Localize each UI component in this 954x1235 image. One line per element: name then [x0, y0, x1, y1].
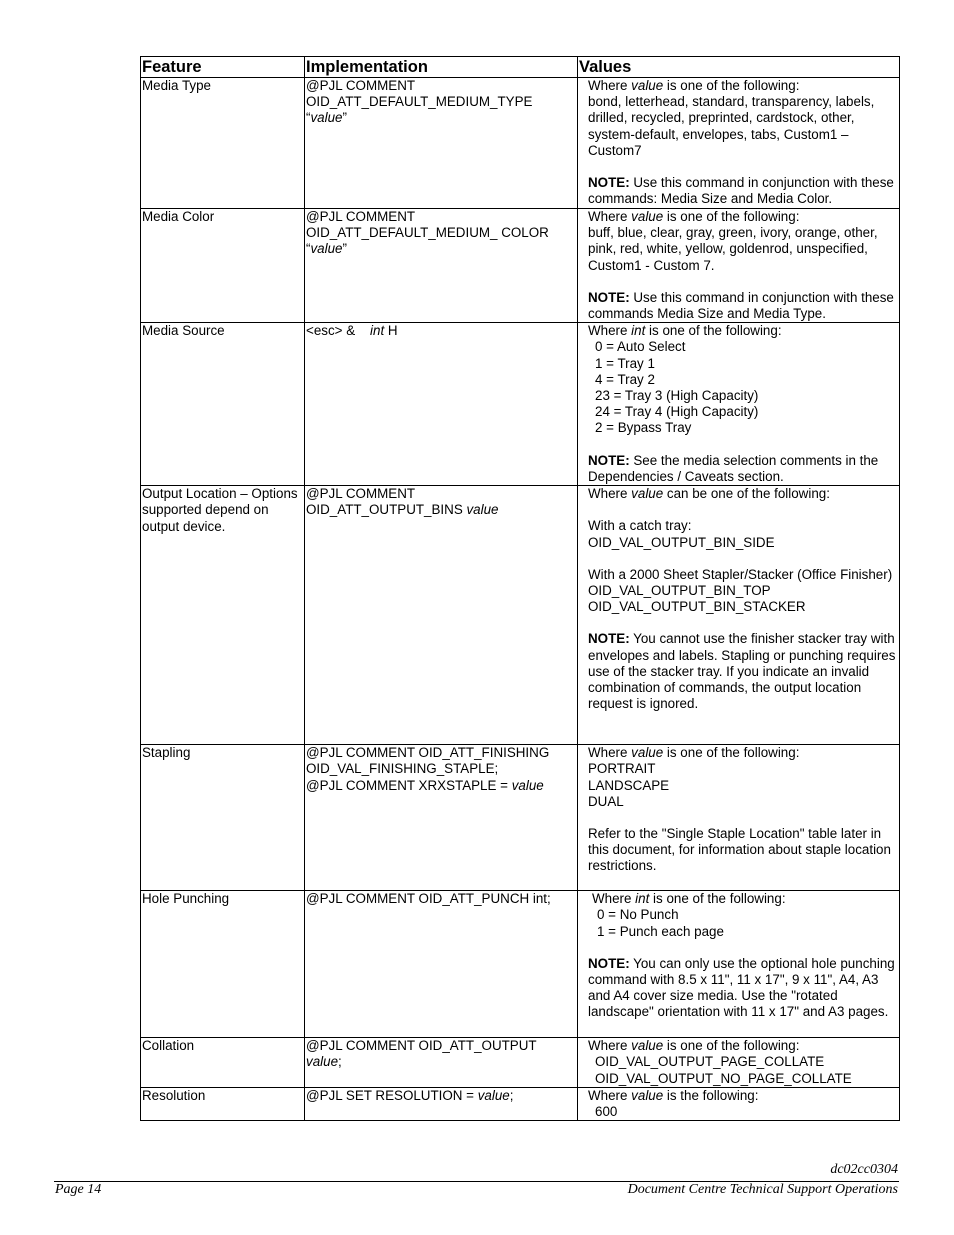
- table-row: [141, 1038, 900, 1088]
- values-cell: Where value is one of the following: PORTRAIT LANDSCAPE DUAL Refer to the "Single Staple Location" table later in this document, for information about staple location restrictions.: [578, 745, 900, 891]
- values-list: bond, letterhead, standard, transparency, labels, drilled, recycled, preprinted, cardstock, other, system-default, envelopes, tabs, Custom1 – Custom7: [588, 94, 875, 158]
- table-header-row: [141, 57, 900, 78]
- implementation-cell: @PJL COMMENT OID_ATT_OUTPUT_BINS value: [305, 486, 578, 745]
- values-cell: Where value is one of the following: OID_VAL_OUTPUT_PAGE_COLLATE OID_VAL_OUTPUT_NO_PAGE_COLLATE: [578, 1038, 900, 1088]
- values-cell: Where int is one of the following: 0 = No Punch 1 = Punch each page NOTE: You can only use the optional hole punching command with 8.5 x 11", 11 x 17", 9 x 11", A4, A3 and A4 cover size media. Use the "rotated landscape" orientation with 11 x 17" and A3 pages.: [578, 891, 900, 1038]
- page-number: Page 14: [55, 1182, 102, 1197]
- table-row: [141, 486, 900, 745]
- feature-cell: Media Source: [141, 323, 305, 486]
- values-list: buff, blue, clear, gray, green, ivory, orange, other, pink, red, white, yellow, goldenrod, unspecified, Custom1 - Custom 7.: [588, 225, 878, 273]
- list-item: 4 = Tray 2: [595, 371, 655, 387]
- values-cell: Where value is the following: 600: [578, 1087, 900, 1120]
- implementation-cell: @PJL COMMENT OID_ATT_DEFAULT_MEDIUM_ COLOR “value”: [305, 209, 578, 323]
- note: NOTE: See the media selection comments in the Dependencies / Caveats section.: [588, 452, 879, 484]
- values-cell: Where value is one of the following: buff, blue, clear, gray, green, ivory, orange, other, pink, red, white, yellow, goldenrod, unspecified, Custom1 - Custom 7. NOTE: Use this command in conjunction with these commands Media Size and Media Type.: [578, 209, 900, 323]
- column-header-values: Values: [578, 57, 900, 78]
- list-item: 2 = Bypass Tray: [595, 420, 692, 436]
- list-item: OID_VAL_OUTPUT_PAGE_COLLATE: [595, 1054, 825, 1070]
- table-row: [141, 78, 900, 209]
- list-item: 24 = Tray 4 (High Capacity): [595, 404, 759, 420]
- note: NOTE: You cannot use the finisher stacker tray with envelopes and labels. Stapling or punching requires use of the stacker tray. If you indicate an invalid combination of commands, the output location request is ignored.: [588, 631, 896, 712]
- implementation-cell: @PJL COMMENT OID_ATT_DEFAULT_MEDIUM_TYPE “value”: [305, 78, 578, 209]
- feature-cell: Media Type: [141, 78, 305, 209]
- feature-table: [140, 56, 900, 1121]
- column-header-implementation: Implementation: [305, 57, 578, 78]
- list-item: 0 = Auto Select: [595, 339, 686, 355]
- table-row: [141, 323, 900, 486]
- feature-cell: Hole Punching: [141, 891, 305, 1038]
- values-cell: Where int is one of the following: 0 = Auto Select 1 = Tray 1 4 = Tray 2 23 = Tray 3 (High Capacity) 24 = Tray 4 (High Capacity) 2 = Bypass Tray NOTE: See the media selection comments in the Dependencies / Caveats section.: [578, 323, 900, 486]
- table-row: [141, 209, 900, 323]
- footer-title: Document Centre Technical Support Operations: [627, 1182, 898, 1197]
- note: NOTE: Use this command in conjunction with these commands: Media Size and Media Color.: [588, 175, 894, 207]
- implementation-cell: @PJL COMMENT OID_ATT_FINISHING OID_VAL_FINISHING_STAPLE; @PJL COMMENT XRXSTAPLE = value: [305, 745, 578, 891]
- feature-cell: Collation: [141, 1038, 305, 1088]
- list-item: 0 = No Punch: [597, 907, 679, 923]
- list-item: DUAL: [588, 793, 624, 809]
- feature-cell: Output Location – Options supported depend on output device.: [141, 486, 305, 745]
- note: NOTE: Use this command in conjunction with these commands Media Size and Media Type.: [588, 289, 894, 322]
- list-item: OID_VAL_OUTPUT_NO_PAGE_COLLATE: [595, 1070, 852, 1086]
- table-row: [141, 745, 900, 891]
- values-cell: Where value is one of the following: bond, letterhead, standard, transparency, labels, drilled, recycled, preprinted, cardstock, other, system-default, envelopes, tabs, Custom1 – Custom7 NOTE: Use this command in conjunction with these commands: Media Size and Media Color.: [578, 78, 900, 209]
- implementation-cell: @PJL COMMENT OID_ATT_PUNCH int;: [305, 891, 578, 1038]
- list-item: 1 = Punch each page: [597, 923, 724, 939]
- table-row: [141, 1087, 900, 1120]
- list-item: 600: [595, 1104, 618, 1120]
- values-cell: Where value can be one of the following: With a catch tray: OID_VAL_OUTPUT_BIN_SIDE With a 2000 Sheet Stapler/Stacker (Office Finisher) OID_VAL_OUTPUT_BIN_TOP OID_VAL_OUTPUT_BIN_STACKER NOTE: You cannot use the finisher stacker tray with envelopes and labels. Stapling or punching requires use of the stacker tray. If you indicate an invalid combination of commands, the output location request is ignored.: [578, 486, 900, 745]
- column-header-feature: Feature: [141, 57, 305, 78]
- feature-cell: Media Color: [141, 209, 305, 323]
- feature-cell: Resolution: [141, 1087, 305, 1120]
- implementation-cell: <esc> & int H: [305, 323, 578, 486]
- list-item: 1 = Tray 1: [595, 355, 655, 371]
- note: NOTE: You can only use the optional hole punching command with 8.5 x 11", 11 x 17", 9 x 11", A4, A3 and A4 cover size media. Use the "rotated landscape" orientation with 11 x 17" and A3 pages.: [588, 955, 895, 1020]
- implementation-cell: @PJL SET RESOLUTION = value;: [305, 1087, 578, 1120]
- document-code: dc02cc0304: [830, 1162, 898, 1177]
- feature-cell: Stapling: [141, 745, 305, 891]
- list-item: 23 = Tray 3 (High Capacity): [595, 388, 759, 404]
- list-item: PORTRAIT: [588, 761, 656, 777]
- list-item: LANDSCAPE: [588, 777, 670, 793]
- table-row: [141, 891, 900, 1038]
- implementation-cell: @PJL COMMENT OID_ATT_OUTPUT value;: [305, 1038, 578, 1088]
